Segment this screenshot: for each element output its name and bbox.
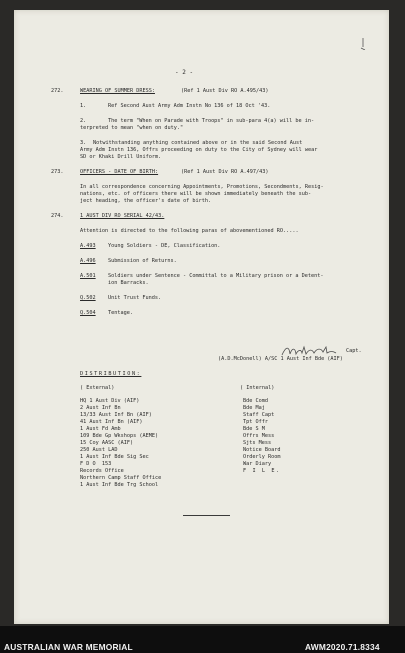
- closing-rule: [183, 515, 230, 516]
- signature-rank: Capt.: [346, 348, 362, 354]
- item-heading: OFFICERS - DATE OF BIRTH:: [80, 169, 159, 175]
- item-ref: (Ref 1 Aust Div RO A.495/43): [181, 88, 269, 94]
- list-item: 1 Aust Inf Bde Sig Sec: [80, 454, 149, 460]
- page-number: - 2 -: [175, 69, 194, 76]
- list-item: 109 Bde Gp Wkshops (AEME): [80, 433, 159, 439]
- list-item: Tpt Offr: [243, 419, 268, 425]
- list-item: 250 Aust LAD: [80, 447, 118, 453]
- ro-code: A.496: [80, 258, 96, 264]
- list-item: Northern Camp Staff Office: [80, 475, 162, 481]
- list-item: Records Office: [80, 468, 124, 474]
- list-item: Sjts Mess: [243, 440, 272, 446]
- footer-accession: AWM2020.71.8334: [305, 642, 380, 652]
- signature-line: (A.D.McDonell) A/SC 1 Aust Inf Bde (AIF): [218, 356, 343, 362]
- list-item: 41 Aust Inf Bn (AIF): [80, 419, 143, 425]
- para-number: 3.: [80, 140, 87, 146]
- distribution-title: DISTRIBUTION:: [80, 371, 142, 377]
- list-item: Bde S M: [243, 426, 265, 432]
- list-item: Orderly Room: [243, 454, 281, 460]
- item-ref: (Ref 1 Aust Div RO A.497/43): [181, 169, 269, 175]
- list-item: 13/33 Aust Inf Bn (AIF): [80, 412, 152, 418]
- item-number: 273.: [51, 169, 64, 175]
- ro-code: Q.504: [80, 310, 96, 316]
- item-heading: 1 AUST DIV RO SERIAL 42/43.: [80, 213, 165, 219]
- list-item: Staff Capt: [243, 412, 275, 418]
- list-item: War Diary: [243, 461, 272, 467]
- list-item: 2 Aust Inf Bn: [80, 405, 121, 411]
- para-line: Notwithstanding anything contained above or in the said Second Aust: [93, 140, 303, 146]
- para-line: ject heading, the officer's date of birth.: [80, 198, 212, 204]
- item-heading: WEARING OF SUMMER DRESS:: [80, 88, 155, 94]
- list-item: Bde Maj: [243, 405, 265, 411]
- ro-code: Q.502: [80, 295, 96, 301]
- ro-text: Young Soldiers - DE, Classification.: [108, 243, 221, 249]
- ro-text: Tentage.: [108, 310, 133, 316]
- para-line: In all correspondence concerning Appointments, Promotions, Secondments, Resig-: [80, 184, 324, 190]
- ro-text: Submission of Returns.: [108, 258, 177, 264]
- list-item: Notice Board: [243, 447, 281, 453]
- para-line: SD or Khaki Drill Uniform.: [80, 154, 162, 160]
- list-item: 15 Coy AASC (AIF): [80, 440, 134, 446]
- item-number: 272.: [51, 88, 64, 94]
- para-line: Attention is directed to the following paras of abovementioned RO.....: [80, 228, 299, 234]
- list-item: 1 Aust Inf Bde Trg School: [80, 482, 159, 488]
- para-number: 1.: [80, 103, 87, 109]
- footer-source: AUSTRALIAN WAR MEMORIAL: [4, 642, 133, 652]
- ro-code: A.493: [80, 243, 96, 249]
- para-line: Army Adm Instn 136, Offrs proceeding on duty to the City of Sydney will wear: [80, 147, 318, 153]
- list-item: F I L E.: [243, 468, 281, 474]
- list-item: Offrs Mess: [243, 433, 275, 439]
- list-item: 1 Aust Fd Amb: [80, 426, 121, 432]
- ro-text: ion Barracks.: [108, 280, 149, 286]
- item-number: 274.: [51, 213, 64, 219]
- para-line: nations, etc. of officers there will be shown immediately beneath the sub-: [80, 191, 312, 197]
- para-number: 2.: [80, 118, 87, 124]
- ro-text: Soldiers under Sentence - Committal to a Military prison or a Detent-: [108, 273, 324, 279]
- para-line: The term "When on Parade with Troops" in sub-para 4(a) will be in-: [108, 118, 315, 124]
- ro-code: A.501: [80, 273, 96, 279]
- list-item: Bde Comd: [243, 398, 268, 404]
- list-item: HQ 1 Aust Div (AIF): [80, 398, 140, 404]
- pencil-mark: [360, 38, 366, 50]
- list-item: F D O 153: [80, 461, 112, 467]
- ro-text: Unit Trust Funds.: [108, 295, 162, 301]
- para-line: Ref Second Aust Army Adm Instn No 136 of 18 Oct '43.: [108, 103, 271, 109]
- para-line: terpreted to mean "when on duty.": [80, 125, 184, 131]
- external-label: ( External): [80, 385, 115, 391]
- internal-label: ( Internal): [240, 385, 275, 391]
